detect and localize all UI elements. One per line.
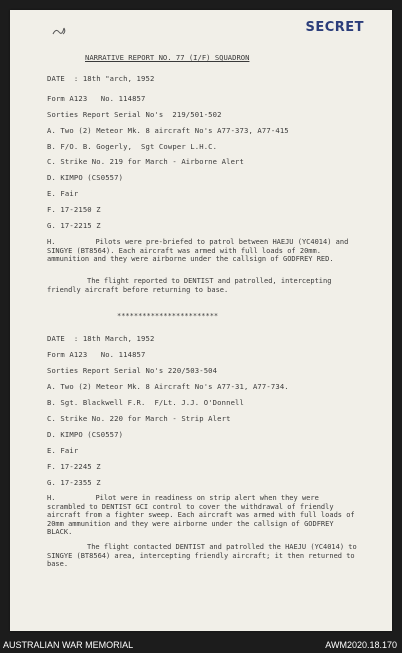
report2-item-f: F. 17-2245 Z	[47, 462, 101, 471]
item-h-label: H.	[47, 238, 56, 246]
report2-item-h	[47, 494, 357, 537]
report2-item-a: A. Two (2) Meteor Mk. 8 Aircraft No's A77-31, A77-734.	[47, 382, 289, 391]
report2-paragraph-2-text: The flight contacted DENTIST and patrolled the HAEJU (YC4014) to SINGYE (BT8564) area, intercepting friendly aircraft; it then returned to base.	[47, 543, 357, 568]
report1-form: Form A123 No. 114857	[47, 94, 146, 103]
report2-date: DATE : 18th March, 1952	[47, 334, 155, 343]
report1-item-a: A. Two (2) Meteor Mk. 8 aircraft No's A77-373, A77-415	[47, 126, 289, 135]
footer-accession-number: AWM2020.18.170	[325, 640, 397, 650]
report1-item-b: B. F/O. B. Gogerly, Sgt Cowper L.H.C.	[47, 142, 218, 151]
report2-item-c: C. Strike No. 220 for March - Strip Alert	[47, 414, 231, 423]
report1-date: DATE : 18th "arch, 1952	[47, 74, 155, 83]
footer-bar	[0, 636, 402, 653]
report2-item-d: D. KIMPO (CS0557)	[47, 430, 124, 439]
report1-item-d: D. KIMPO (CS0557)	[47, 173, 124, 182]
report1-item-f: F. 17-2150 Z	[47, 205, 101, 214]
report1-paragraph-2	[47, 277, 357, 294]
footer-institution: AUSTRALIAN WAR MEMORIAL	[3, 640, 134, 650]
report2-sorties: Sorties Report Serial No's 220/503-504	[47, 366, 218, 375]
section-divider: ************************	[117, 312, 219, 320]
report2-paragraph-2	[47, 543, 357, 569]
report2-narrative: Pilot were in readiness on strip alert when they were scrambled to DENTIST GCI control to cover the withdrawal of friendly aircraft from a fighter sweep. Each aircraft was armed with full loads of 20mm ammunition and they were airborne under the callsign of GODFREY BLACK.	[47, 494, 355, 536]
document-page	[10, 10, 392, 631]
handwritten-mark	[50, 24, 72, 38]
report2-item-e: E. Fair	[47, 446, 79, 455]
secret-stamp: SECRET	[305, 20, 364, 35]
report1-narrative: Pilots were pre-briefed to patrol between HAEJU (YC4014) and SINGYE (BT8564). Each aircraft was armed with full loads of 20mm. ammunition and they were airborne under the callsign of GODFREY RED.	[47, 238, 349, 263]
report1-sorties: Sorties Report Serial No's 219/501-502	[47, 110, 222, 119]
report2-item-b: B. Sgt. Blackwell F.R. F/Lt. J.J. O'Donnell	[47, 398, 244, 407]
report1-paragraph-2-text: The flight reported to DENTIST and patrolled, intercepting friendly aircraft before returning to base.	[47, 277, 332, 294]
report2-item-g: G. 17-2355 Z	[47, 478, 101, 487]
report-title: NARRATIVE REPORT NO. 77 (I/F) SQUADRON	[85, 53, 250, 62]
report1-item-c: C. Strike No. 219 for March - Airborne Alert	[47, 157, 244, 166]
report1-item-g: G. 17-2215 Z	[47, 221, 101, 230]
item-h-label: H.	[47, 494, 56, 502]
report2-form: Form A123 No. 114857	[47, 350, 146, 359]
report1-item-h	[47, 238, 357, 264]
report1-item-e: E. Fair	[47, 189, 79, 198]
